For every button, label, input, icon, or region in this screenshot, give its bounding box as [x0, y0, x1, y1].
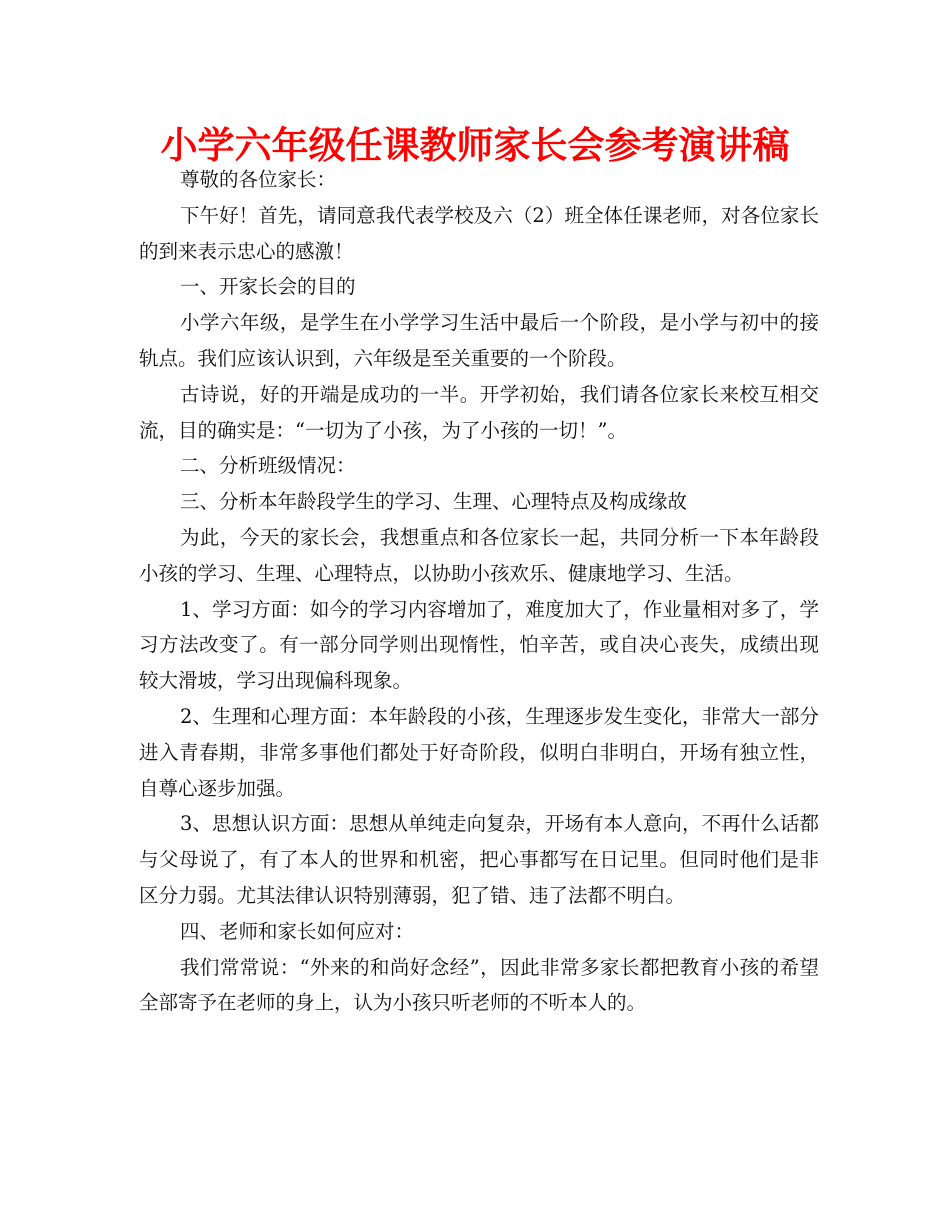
section-heading-3: 三、分析本年龄段学生的学习、生理、心理特点及构成缘故 [179, 490, 687, 514]
paragraph-salutation: 尊敬的各位家长： [179, 168, 336, 191]
paragraph: 古诗说，好的开端是成功的一半。开学初始，我们请各位家长来校互相交流，目的确实是：“一切为了小孩，为了小孩的一切！”。 [139, 382, 819, 442]
paragraph-greeting: 下午好！首先，请同意我代表学校及六（2）班全体任课老师，对各位家长的到来表示忠心的感激！ [139, 203, 819, 263]
paragraph-item-1: 1、学习方面：如今的学习内容增加了，难度加大了，作业量相对多了，学习方法改变了。有一部分同学则出现惰性，怕辛苦，或自决心丧失，成绩出现较大滑坡，学习出现偏科现象。 [139, 597, 819, 693]
paragraph-item-2: 2、生理和心理方面：本年龄段的小孩，生理逐步发生变化，非常大一部分进入青春期，非常多事他们都处于好奇阶段，似明白非明白，开场有独立性，自尊心逐步加强。 [139, 704, 819, 800]
section-heading-4: 四、老师和家长如何应对： [179, 919, 414, 943]
paragraph-item-3: 3、思想认识方面：思想从单纯走向复杂，开场有本人意向，不再什么话都与父母说了，有了本人的世界和机密，把心事都写在日记里。但同时他们是非区分力弱。尤其法律认识特别薄弱，犯了错、违了法都不明白。 [139, 812, 819, 907]
section-heading-1: 一、开家长会的目的 [179, 275, 356, 299]
paragraph: 小学六年级，是学生在小学学习生活中最后一个阶段，是小学与初中的接轨点。我们应该认识到，六年级是至关重要的一个阶段。 [139, 311, 819, 370]
document-body [139, 162, 819, 1021]
paragraph: 我们常常说：“外来的和尚好念经”，因此非常多家长都把教育小孩的希望全部寄予在老师的身上，认为小孩只听老师的不听本人的。 [139, 955, 819, 1015]
paragraph: 为此，今天的家长会，我想重点和各位家长一起，共同分析一下本年龄段小孩的学习、生理、心理特点，以协助小孩欢乐、健康地学习、生活。 [139, 525, 819, 585]
document-title: 小学六年级任课教师家长会参考演讲稿 [160, 124, 790, 167]
section-heading-2: 二、分析班级情况： [179, 454, 356, 478]
